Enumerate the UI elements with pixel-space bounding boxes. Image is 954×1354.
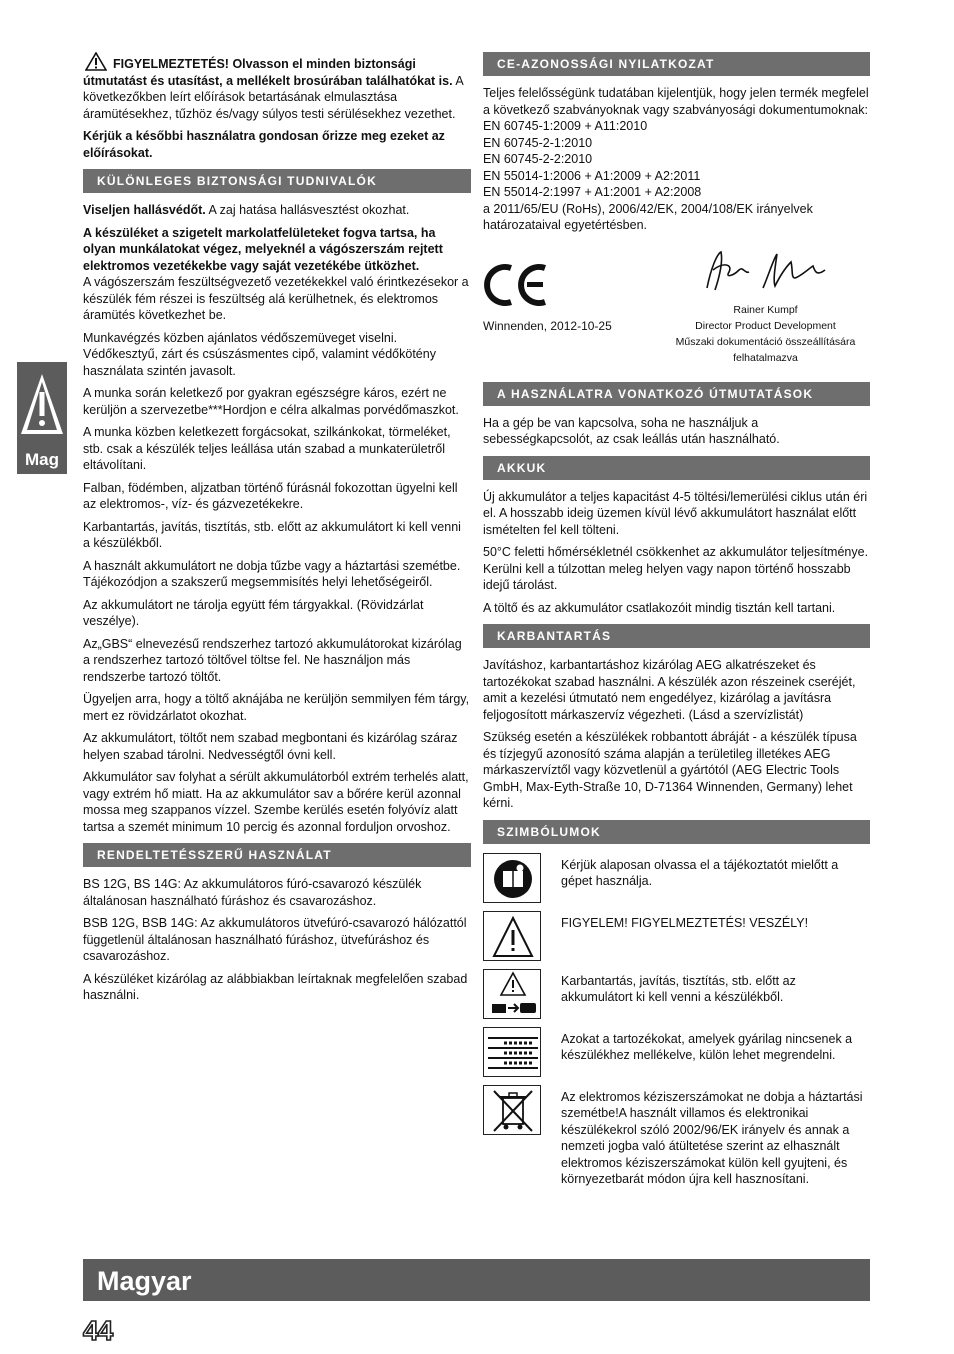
page-number: 44 (83, 1315, 113, 1346)
symbol-row (483, 853, 870, 905)
standard-item: EN 60745-1:2009 + A11:2010 (483, 119, 648, 133)
safety-paragraph: A munka során keletkező por gyakran egészségre káros, ezért ne kerüljön a szervezetbe***Hordjon e célra alkalmas porvédőmaszkot. (83, 386, 459, 417)
language-title: Magyar (97, 1266, 192, 1296)
intended-use-paragraphs (83, 876, 471, 1004)
signer-title: Director Product Development (695, 319, 836, 332)
symbol-description: FIGYELEM! FIGYELMEZTETÉS! VESZÉLY! (561, 915, 809, 930)
battery-paragraph: 50°C feletti hőmérsékletnél csökkenhet az akkumulátor teljesítménye. Kerülni kell a túlzottan meleg helyen vagy napon történő hosszabb idejű tárolást. (483, 545, 869, 592)
warning-exclamation-icon (19, 370, 65, 440)
battery-paragraph: Új akkumulátor a teljes kapacitást 4-5 töltési/lemerülési ciklus után éri el. A hosszabb ideig üzemen kívül lévő akkumulátort használat előtt ismételten fel kell tölteni. (483, 489, 868, 537)
intended-use-header: RENDELTETÉSSZERŰ HASZNÁLAT (83, 843, 471, 867)
symbol-description: Kérjük alaposan olvassa el a tájékoztatót mielőtt a gépet használja. (561, 857, 839, 888)
safety-paragraph: Munkavégzés közben ajánlatos védőszemüveget viselni. Védőkesztyű, zárt és csúszásmentes cipő, valamint védőkötény használata szintén javasolt. (83, 330, 436, 378)
ce-header: CE-AZONOSSÁGI NYILATKOZAT (483, 52, 870, 76)
safety-paragraphs (83, 330, 471, 836)
symbol-row (483, 969, 870, 1021)
standard-item: EN 55014-2:1997 + A1:2001 + A2:2008 (483, 185, 702, 199)
warning-text: A következőkben leírt előírások betartásának elmulasztása áramütésekhez, tűzhöz és/vagy súlyos testi sérülésekhez vezethet. (83, 73, 463, 121)
symbols-header: SZIMBÓLUMOK (483, 820, 870, 844)
safety-paragraph: A használt akkumulátort ne dobja tűzbe vagy a háztartási szemétbe. Tájékozódjon a szakszerű megsemmisítés helyi lehetőségeiről. (83, 558, 461, 589)
signature-icon (703, 248, 833, 294)
usage-text: Ha a gép be van kapcsolva, soha ne használjuk a sebességkapcsolót, az csak leállás után használható. (483, 415, 780, 446)
standard-item: EN 60745-2-1:2010 (483, 135, 593, 150)
battery-header: AKKUK (483, 456, 870, 480)
usage-header: A HASZNÁLATRA VONATKOZÓ ÚTMUTATÁSOK (483, 382, 870, 406)
general-warning (83, 52, 471, 122)
language-footer-bar (83, 1259, 870, 1301)
safety-paragraph: Akkumulátor sav folyhat a sérült akkumulátorból extrém terhelés alatt, vagy extrém hő miatt. Ha az akkumulátor sav a bőrére kerül azonnal mossa meg szappanos vízzel. Szembe kerülés esetén folyóvíz alatt tartsa a szemét minimum 10 percig és azonnal forduljon orvoshoz. (83, 770, 469, 834)
weee-bin-icon (483, 1085, 541, 1135)
signer-authorization: Műszaki dokumentáció összeállítására felhatalmazva (675, 335, 856, 364)
symbol-row (483, 911, 870, 963)
ce-mark-icon (483, 262, 549, 308)
safety-paragraph: Az akkumulátort ne tárolja együtt fém tárgyakkal. (Rövidzárlat veszélye). (83, 597, 424, 628)
safety-paragraph: Ügyeljen arra, hogy a töltő aknájába ne kerüljön semmilyen fém tárgy, mert ez rövidzárlatot okozhat. (83, 692, 470, 723)
ce-intro: Teljes felelősségünk tudatában kijelentjük, hogy jelen termék megfelel a következő szabványoknak vagy szabványosági dokumentumoknak: (483, 86, 869, 117)
safety-paragraph: A munka közben keletkezett forgácsokat, szilkánkokat, törmeléket, stb. csak a készülék teljes leállása után szabad a munkaterületről eltávolítani. (83, 425, 451, 472)
hearing-bold: Viseljen hallásvédőt. (83, 203, 206, 217)
symbols-list (483, 853, 870, 1188)
side-tab-label: Mag (25, 450, 59, 469)
left-column (83, 52, 471, 1010)
safety-paragraph: Az akkumulátort, töltőt nem szabad megbontani és kizárólag száraz helyen szabad tárolni. Nedvességtől óvni kell. (83, 731, 458, 762)
hearing-text: A zaj hatása hallásvesztést okozhat. (205, 203, 410, 217)
standard-item: EN 55014-1:2006 + A1:2009 + A2:2011 (483, 168, 701, 183)
maintenance-header: KARBANTARTÁS (483, 624, 870, 648)
signer-name: Rainer Kumpf (733, 303, 798, 316)
warning-bold-text: FIGYELMEZTETÉS! Olvasson el minden biztonsági útmutatást és utasítást, a mellékelt brosúrában találhatókat is. (83, 57, 453, 88)
accessories-icon (483, 1027, 541, 1077)
keep-instructions (83, 128, 471, 161)
declaration-date: Winnenden, 2012-10-25 (483, 318, 612, 333)
remove-battery-icon (483, 969, 541, 1019)
right-column (483, 52, 870, 1194)
warning-icon (483, 911, 541, 961)
signer-info (673, 302, 858, 366)
safety-paragraph: Az„GBS“ elnevezésű rendszerhez tartozó akkumulátorokat kizárólag a rendszerhez tartozó töltővel töltse fel. Ne használjon más rendszerbe tartozó töltőt. (83, 636, 462, 684)
warning-triangle-icon (85, 52, 107, 71)
symbol-row (483, 1027, 870, 1079)
safety-paragraph: Karbantartás, javítás, tisztítás, stb. előtt az akkumulátort ki kell venni a készülékből. (83, 519, 461, 550)
hearing-protection (83, 202, 471, 219)
symbol-description: Azokat a tartozékokat, amelyek gyárilag nincsenek a készülékhez mellékelve, külön lehet megrendelni. (561, 1031, 853, 1062)
safety-header: KÜLÖNLEGES BIZTONSÁGI TUDNIVALÓK (83, 169, 471, 193)
read-manual-icon (483, 853, 541, 903)
symbol-description: Az elektromos kéziszerszámokat ne dobja a háztartási szemétbe!A használt villamos és elektronikai készülékekrol szóló 2002/96/EK irányelv és annak a nemzeti jogba való átültetése szerint az elhasznált elektromos kéziszerszámokat külön kell gyujteni, és környezetbarát módon újra kell hasznosítani. (561, 1089, 863, 1186)
maintenance-paragraphs (483, 657, 870, 812)
intended-use-paragraph: A készüléket kizárólag az alábbiakban leírtaknak megfelelően szabad használni. (83, 971, 468, 1002)
section-side-tab (17, 362, 67, 474)
grip-bold: A készüléket a szigetelt markolatfelületeket fogva tartsa, ha olyan munkálatokat végez, melyeknél a vágószerszám rejtett elektromos vezetékekbe vagy saját vezetékébe ütközhet. (83, 225, 443, 273)
battery-paragraphs (483, 489, 870, 617)
intended-use-paragraph: BS 12G, BS 14G: Az akkumulátoros fúró-csavarozó készülék általánosan használható fúráshoz és csavarozáshoz. (83, 877, 422, 908)
battery-paragraph: A töltő és az akkumulátor csatlakozóit mindig tisztán kell tartani. (483, 600, 836, 615)
ce-signature-block (483, 234, 870, 374)
standards-list (483, 118, 870, 201)
safety-paragraph: Falban, födémben, aljzatban történő fúrásnál fokozottan ügyelni kell az elektromos-, víz- és gázvezetékekre. (83, 480, 458, 511)
grip-text: A vágószerszám feszültségvezető vezetékekkel való érintkezésekor a készülék fém részei is feszültség alá kerülhetnek, és elektromos áramütés következhet be. (83, 275, 469, 322)
grip-warning (83, 225, 471, 324)
symbol-row (483, 1085, 870, 1188)
maintenance-paragraph: Szükség esetén a készülékek robbantott ábráját - a készülék típusa és tízjegyű azonosító száma alapján a területileg illetékes AEG márkaszervíztől vagy közvetlenül a gyártótól (AEG Electric Tools GmbH, Max-Eyth-Straße 10, D-71364 Winnenden, Germany) lehet kérni. (483, 730, 857, 810)
keep-text: Kérjük a későbbi használatra gondosan őrizze meg ezeket az előírásokat. (83, 129, 445, 160)
directives: a 2011/65/EU (RoHs), 2006/42/EK, 2004/108/EK irányelvek határozataival egyetértésben. (483, 201, 813, 232)
symbol-description: Karbantartás, javítás, tisztítás, stb. előtt az akkumulátort ki kell venni a készülékből. (561, 973, 796, 1004)
intended-use-paragraph: BSB 12G, BSB 14G: Az akkumulátoros ütvefúró-csavarozó hálózattól függetlenül általánosan használható fúráshoz, ütvefúráshoz és csavarozáshoz. (83, 916, 467, 963)
maintenance-paragraph: Javításhoz, karbantartáshoz kizárólag AEG alkatrészeket és tartozékokat szabad használni. A készülék azon részeinek cseréjét, amit a kezelési útmutató nem engedélyez, kizárólag a javításra feljogosított márkaszervíz végezheti. (Lásd a szervízlistát) (483, 658, 856, 722)
standard-item: EN 60745-2-2:2010 (483, 152, 593, 166)
